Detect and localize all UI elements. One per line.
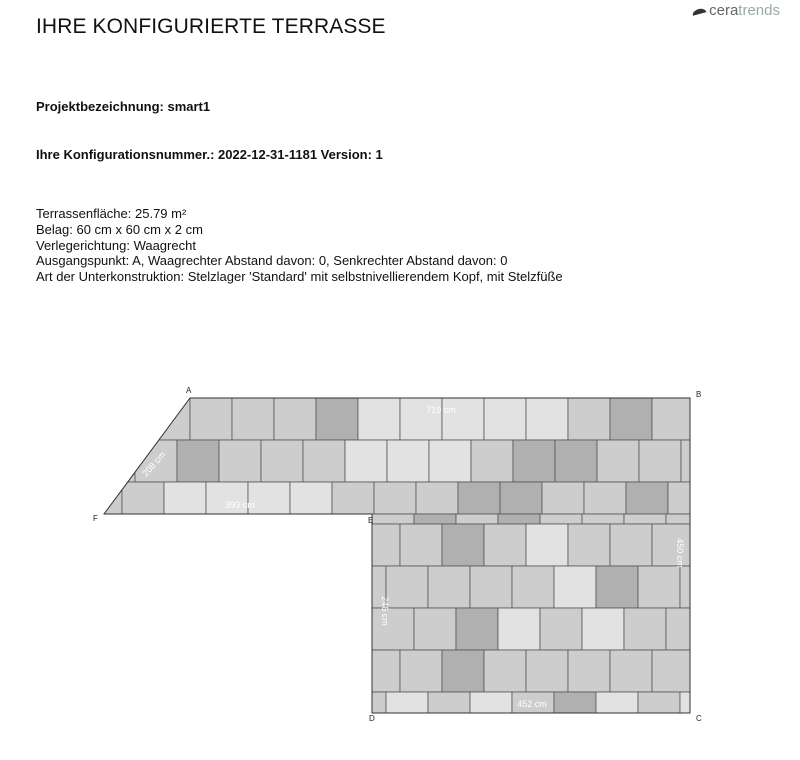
tile: [638, 692, 680, 713]
tile: [596, 566, 638, 608]
tile: [358, 524, 400, 566]
configuration-number: Ihre Konfigurationsnummer.: 2022-12-31-1181 Version: 1: [36, 147, 383, 162]
tile: [666, 514, 708, 524]
tile: [582, 608, 624, 650]
tile: [218, 566, 260, 608]
tile: [442, 650, 484, 692]
tile: [344, 692, 386, 713]
tile: [542, 482, 584, 514]
corner-label-a: A: [186, 386, 192, 395]
tile: [162, 514, 204, 524]
dimension-right: 450 cm: [675, 538, 685, 568]
tile: [681, 440, 723, 482]
tile: [64, 524, 106, 566]
tile: [232, 398, 274, 440]
tile: [568, 650, 610, 692]
tile: [358, 398, 400, 440]
corner-label-e: E: [368, 516, 374, 525]
dimension-top: 719 cm: [426, 405, 456, 415]
tile: [470, 692, 512, 713]
covering: Belag: 60 cm x 60 cm x 2 cm: [36, 221, 203, 237]
substructure: Art der Unterkonstruktion: Stelzlager 'Standard' mit selbstnivellierendem Kopf, mit Stelzfüße: [36, 269, 563, 285]
tile: [554, 692, 596, 713]
tile: [302, 692, 344, 713]
corner-label-c: C: [696, 714, 702, 723]
tile: [680, 692, 722, 713]
tile: [260, 566, 302, 608]
tile: [513, 440, 555, 482]
tile: [526, 398, 568, 440]
tile: [471, 440, 513, 482]
tile: [680, 566, 722, 608]
tile: [372, 608, 414, 650]
tile: [330, 608, 372, 650]
logo-text-trends: trends: [738, 2, 780, 19]
tile: [190, 524, 232, 566]
tile: [386, 692, 428, 713]
tile: [162, 608, 204, 650]
tile: [148, 524, 190, 566]
tile: [78, 514, 120, 524]
tile: [414, 608, 456, 650]
tile: [386, 566, 428, 608]
tile: [484, 398, 526, 440]
tile: [400, 524, 442, 566]
tile: [148, 398, 190, 440]
dimension-inner-vertical: 246 cm: [380, 596, 390, 626]
tile: [639, 440, 681, 482]
tile: [624, 608, 666, 650]
tile: [358, 650, 400, 692]
tile: [568, 524, 610, 566]
tile: [303, 440, 345, 482]
tile: [668, 482, 710, 514]
tile: [400, 650, 442, 692]
tile: [372, 514, 414, 524]
tile: [428, 566, 470, 608]
tile: [219, 440, 261, 482]
tile: [456, 608, 498, 650]
tile: [316, 524, 358, 566]
project-name: Projektbezeichnung: smart1: [36, 99, 211, 114]
tile: [106, 650, 148, 692]
ceratrends-logo: [692, 2, 780, 19]
tile: [652, 650, 694, 692]
tile: [64, 398, 106, 440]
tile: [288, 608, 330, 650]
tile: [106, 524, 148, 566]
tile: [92, 566, 134, 608]
tile: [261, 440, 303, 482]
tile: [92, 692, 134, 713]
tile: [484, 524, 526, 566]
corner-label-b: B: [696, 390, 702, 399]
tile: [316, 650, 358, 692]
tile: [596, 692, 638, 713]
tile: [652, 398, 694, 440]
tile-grid: [50, 398, 736, 713]
tile: [316, 398, 358, 440]
dimension-bottom: 452 cm: [517, 699, 547, 709]
tile: [148, 650, 190, 692]
tile: [429, 440, 471, 482]
tile: [134, 692, 176, 713]
tile: [106, 398, 148, 440]
tile: [134, 566, 176, 608]
tile: [568, 398, 610, 440]
tile: [176, 692, 218, 713]
tile: [120, 514, 162, 524]
tile: [638, 566, 680, 608]
terrace-plan: [0, 380, 800, 725]
tile: [554, 566, 596, 608]
tile: [582, 514, 624, 524]
page-title: IHRE KONFIGURIERTE TERRASSE: [36, 15, 386, 38]
tile: [274, 398, 316, 440]
tile: [652, 524, 694, 566]
tile: [456, 514, 498, 524]
start-point: Ausgangspunkt: A, Waagrechter Abstand davon: 0, Senkrechter Abstand davon: 0: [36, 253, 508, 269]
tile: [232, 650, 274, 692]
tile: [442, 524, 484, 566]
tile: [694, 524, 736, 566]
leaf-icon: [692, 7, 707, 15]
tile: [246, 608, 288, 650]
tile: [274, 524, 316, 566]
tile: [190, 398, 232, 440]
tile: [626, 482, 668, 514]
tile: [512, 566, 554, 608]
dimension-inner-horizontal: 393 cm: [225, 500, 255, 510]
specifications-block: [36, 206, 563, 285]
tile: [458, 482, 500, 514]
tile: [122, 482, 164, 514]
tile: [597, 440, 639, 482]
laying-direction: Verlegerichtung: Waagrecht: [36, 237, 196, 253]
tile: [345, 440, 387, 482]
tile: [260, 692, 302, 713]
tile: [498, 514, 540, 524]
tile: [78, 608, 120, 650]
tile: [176, 566, 218, 608]
tile: [694, 398, 736, 440]
tile: [428, 692, 470, 713]
tile: [332, 482, 374, 514]
tile: [540, 608, 582, 650]
tile: [93, 440, 135, 482]
tile: [526, 524, 568, 566]
tile: [498, 608, 540, 650]
tile: [190, 650, 232, 692]
tile: [416, 482, 458, 514]
tile: [246, 514, 288, 524]
tile: [288, 514, 330, 524]
tile: [484, 650, 526, 692]
terrace-area: Terrassenfläche: 25.79 m²: [36, 206, 187, 221]
tile: [470, 566, 512, 608]
tile: [164, 482, 206, 514]
tile: [500, 482, 542, 514]
dimension-diagonal: 208 cm: [140, 449, 168, 479]
tile: [540, 514, 582, 524]
tile: [610, 398, 652, 440]
tile: [302, 566, 344, 608]
tile: [177, 440, 219, 482]
tile: [51, 440, 93, 482]
tile: [584, 482, 626, 514]
tile: [555, 440, 597, 482]
tile: [204, 514, 246, 524]
tile: [64, 650, 106, 692]
corner-label-f: F: [93, 514, 98, 523]
tile: [610, 524, 652, 566]
tile: [274, 650, 316, 692]
tile: [50, 692, 92, 713]
tile: [374, 482, 416, 514]
tile: [218, 692, 260, 713]
tile: [694, 650, 736, 692]
tile: [414, 514, 456, 524]
tile: [344, 566, 386, 608]
tile: [526, 650, 568, 692]
tile: [666, 608, 708, 650]
tile: [387, 440, 429, 482]
logo-text-cera: cera: [709, 2, 739, 19]
tile: [624, 514, 666, 524]
tile: [232, 524, 274, 566]
tile: [50, 566, 92, 608]
tile: [204, 608, 246, 650]
corner-label-d: D: [369, 714, 375, 723]
tile: [120, 608, 162, 650]
tile: [610, 650, 652, 692]
tile: [330, 514, 372, 524]
tile: [290, 482, 332, 514]
